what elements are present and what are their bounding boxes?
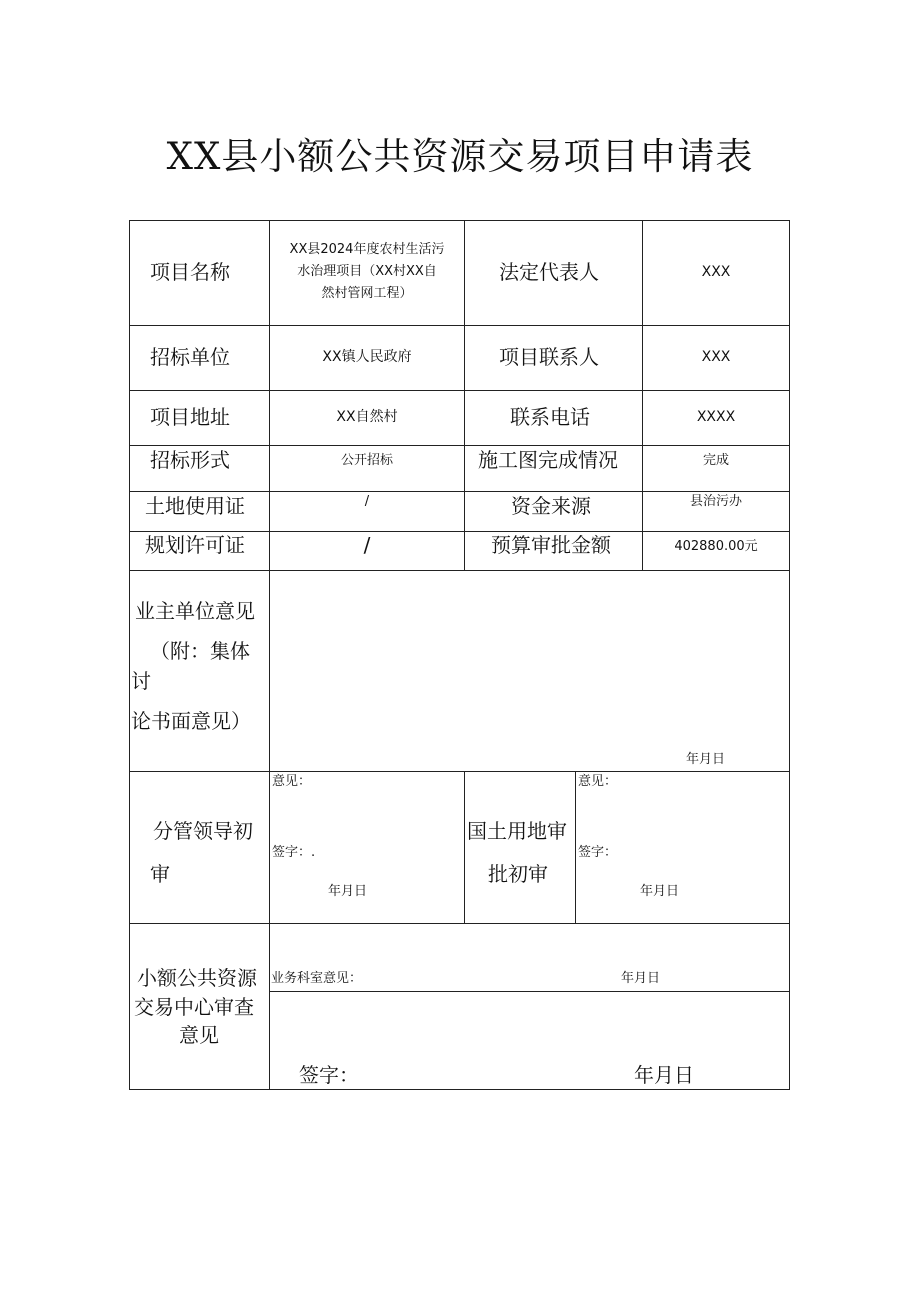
plan-permit-value: /	[363, 533, 371, 557]
drawing-label: 施工图完成情况	[478, 448, 618, 472]
center-review-label: 意见	[179, 1023, 219, 1047]
land-sign: 签字：	[578, 845, 618, 860]
land-opinion: 意见：	[578, 774, 618, 789]
tender-unit-label: 招标单位	[150, 345, 230, 369]
center-review-label: 小额公共资源	[137, 966, 257, 990]
project-name-value	[270, 239, 464, 305]
leader-review-label: 审	[150, 862, 170, 886]
contact-label: 项目联系人	[499, 345, 599, 369]
project-name-label: 项目名称	[150, 260, 230, 284]
owner-opinion-date: 年月日	[686, 752, 726, 767]
page-title: XX县小额公共资源交易项目申请表	[166, 135, 754, 178]
budget-label: 预算审批金额	[491, 533, 611, 557]
tender-unit-value: XX镇人民政府	[322, 349, 412, 365]
owner-opinion-label: 业主单位意见	[135, 599, 255, 623]
project-name-line: XX县2024年度农村生活污	[289, 242, 445, 257]
leader-review-label: 分管领导初	[153, 819, 253, 843]
land-cert-value: /	[364, 494, 370, 509]
land-review-label: 批初审	[488, 862, 548, 886]
dept-opinion: 业务科室意见：	[271, 971, 363, 986]
owner-opinion-label: （附：集体	[150, 639, 250, 663]
address-value: XX自然村	[336, 409, 398, 425]
drawing-value: 完成	[702, 453, 729, 468]
address-label: 项目地址	[150, 405, 230, 429]
dept-date: 年月日	[621, 971, 661, 986]
land-date: 年月日	[640, 884, 680, 899]
land-cert-label: 土地使用证	[145, 494, 245, 518]
center-sign: 签字：	[299, 1063, 359, 1087]
tender-form-value: 公开招标	[340, 453, 393, 468]
project-name-line: 水治理项目（XX村XX自	[297, 264, 437, 279]
center-sign-date: 年月日	[634, 1063, 694, 1087]
leader-opinion: 意见：	[272, 774, 312, 789]
contact-value: XXX	[701, 349, 731, 365]
project-name-line: 然村管网工程）	[321, 286, 413, 301]
legal-rep-label: 法定代表人	[499, 260, 599, 284]
owner-opinion-label: 论书面意见）	[131, 709, 251, 733]
budget-value: 402880.00元	[674, 539, 758, 554]
plan-permit-label: 规划许可证	[145, 533, 245, 557]
leader-sign: 签字：.	[272, 845, 316, 860]
fund-source-value: 县治污办	[689, 494, 742, 509]
legal-rep-value: XXX	[701, 264, 731, 280]
leader-date: 年月日	[328, 884, 368, 899]
phone-value: XXXX	[696, 409, 736, 425]
land-review-label: 国土用地审	[467, 819, 567, 843]
phone-label: 联系电话	[510, 405, 590, 429]
fund-source-label: 资金来源	[511, 494, 591, 518]
center-review-label: 交易中心审查	[134, 995, 254, 1019]
owner-opinion-label: 讨	[131, 669, 151, 693]
tender-form-label: 招标形式	[150, 448, 230, 472]
